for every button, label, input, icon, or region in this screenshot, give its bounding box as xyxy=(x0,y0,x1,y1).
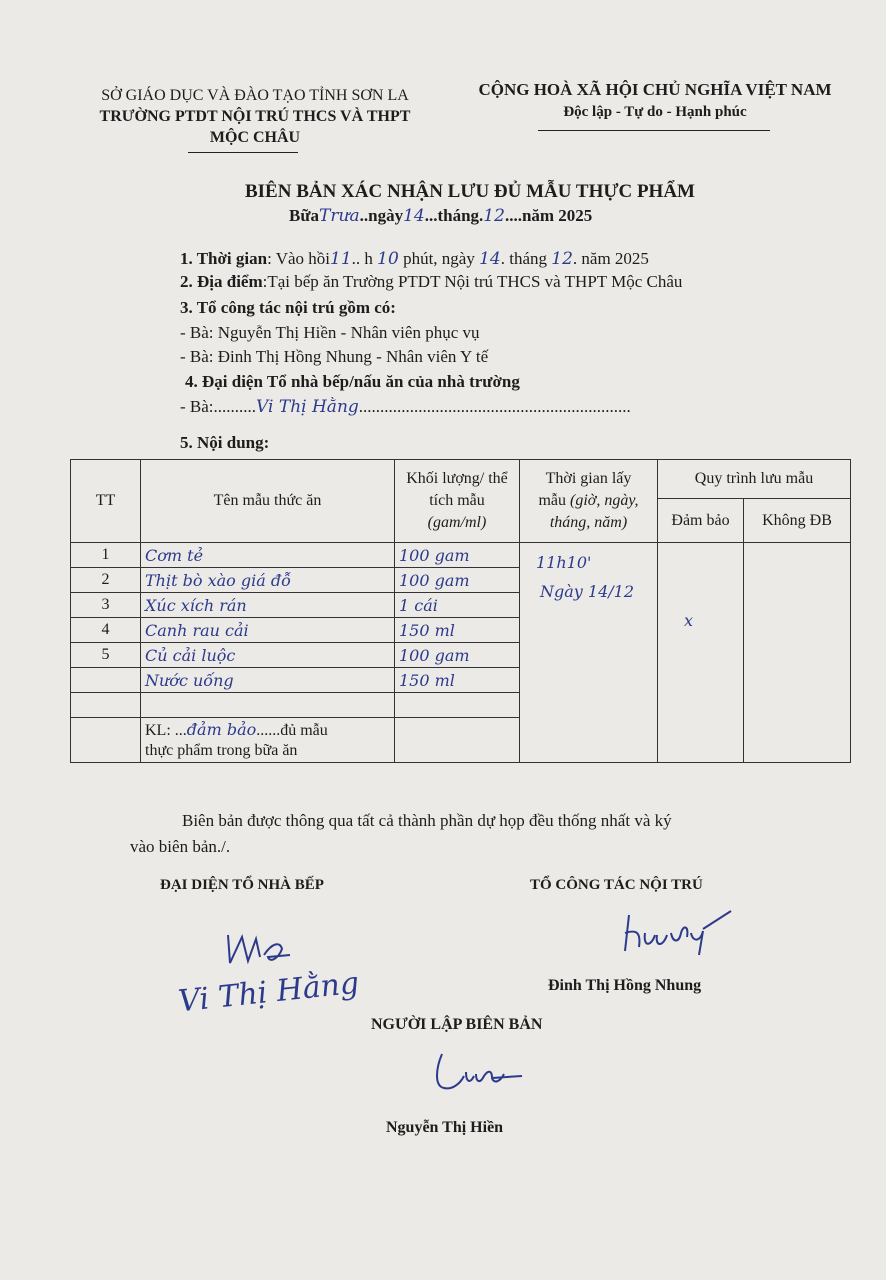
row-weight: 150 ml xyxy=(395,668,520,693)
document-title: BIÊN BẢN XÁC NHẬN LƯU ĐỦ MẪU THỰC PHẨM xyxy=(244,181,695,202)
time-header-line: mẫu xyxy=(538,492,566,509)
closing-line-1: Biên bản được thông qua tất cả thành phần dự họp đều thống nhất và ký xyxy=(182,811,672,830)
maker-signature xyxy=(430,1048,530,1098)
weight-header-unit: (gam/ml) xyxy=(427,514,487,531)
kitchen-rep xyxy=(180,397,631,417)
row-food-name: Canh rau cải xyxy=(141,618,395,643)
row-tt: 2 xyxy=(71,568,141,593)
kitchen-prefix: - Bà:.......... xyxy=(180,397,257,416)
ensured-cell xyxy=(658,543,744,763)
day-label: ..ngày xyxy=(359,206,404,225)
content-label: 5. Nội dung: xyxy=(180,433,270,452)
header-left-underline xyxy=(188,152,298,153)
row-tt: 4 xyxy=(71,618,141,643)
header-right-underline xyxy=(538,130,770,131)
conclusion-tt xyxy=(71,718,141,763)
document-subtitle xyxy=(289,206,592,226)
place-label: 2. Địa điểm xyxy=(180,272,263,291)
hour-value: 11 xyxy=(330,249,352,269)
row-food-name: Cơm tẻ xyxy=(141,543,395,568)
row-food-name: Thịt bò xào giá đỗ xyxy=(141,568,395,593)
kitchen-rep-name: Vi Thị Hằng xyxy=(256,397,359,417)
conclusion-suffix: ......đủ mẫu xyxy=(256,721,328,739)
time-text: phút, ngày xyxy=(403,249,475,268)
row-food-name xyxy=(141,693,395,718)
time-text: .. h xyxy=(351,249,373,268)
row-food-name: Củ cải luộc xyxy=(141,643,395,668)
time-text: . tháng xyxy=(500,249,548,268)
conclusion-weight xyxy=(395,718,520,763)
row-tt xyxy=(71,668,141,693)
time-header-line: Thời gian lấy xyxy=(545,470,632,487)
col-ensured-header: Đảm bảo xyxy=(658,499,744,543)
row-tt: 3 xyxy=(71,593,141,618)
day-value: 14 xyxy=(403,206,425,226)
time-day-value: 14 xyxy=(479,249,501,269)
kitchen-initials-signature xyxy=(220,925,300,970)
kitchen-label: 4. Đại diện Tổ nhà bếp/nấu ăn của nhà trường xyxy=(185,372,520,391)
closing-line-2: vào biên bản./. xyxy=(130,837,231,856)
boarding-signer-name: Đinh Thị Hồng Nhung xyxy=(548,977,702,994)
time-month-value: 12 xyxy=(551,249,573,269)
maker-signer-name: Nguyễn Thị Hiền xyxy=(386,1119,504,1136)
table-row xyxy=(71,543,851,568)
time-text: . năm 2025 xyxy=(572,249,649,268)
row-weight: 100 gam xyxy=(395,643,520,668)
weight-header-line: tích mẫu xyxy=(429,492,485,509)
national-header xyxy=(470,78,840,124)
kitchen-dots: ................................................................ xyxy=(358,397,631,416)
time-text: : Vào hồi xyxy=(267,249,331,268)
col-not-ensured-header: Không ĐB xyxy=(744,499,851,543)
school-line2: MỘC CHÂU xyxy=(209,129,301,146)
conclusion-line2: thực phẩm trong bữa ăn xyxy=(145,741,298,759)
maker-signer-title: NGƯỜI LẬP BIÊN BẢN xyxy=(371,1016,543,1033)
time-label: 1. Thời gian xyxy=(180,249,268,268)
team-member-2: - Bà: Đinh Thị Hồng Nhung - Nhân viên Y tế xyxy=(180,347,489,366)
subtitle-prefix: Bữa xyxy=(289,206,320,225)
team-member-1: - Bà: Nguyễn Thị Hiền - Nhân viên phục vụ xyxy=(180,323,480,342)
month-label: ...tháng. xyxy=(424,206,484,225)
not-ensured-cell xyxy=(744,543,851,763)
row-food-name: Nước uống xyxy=(141,668,395,693)
conclusion-prefix: KL: ... xyxy=(145,721,187,739)
time-header-unit: tháng, năm) xyxy=(549,514,628,531)
section-time xyxy=(180,249,649,269)
row-weight xyxy=(395,693,520,718)
row-weight: 1 cái xyxy=(395,593,520,618)
place-text: :Tại bếp ăn Trường PTDT Nội trú THCS và THPT Mộc Châu xyxy=(262,272,683,291)
row-weight: 100 gam xyxy=(395,543,520,568)
col-time-header xyxy=(520,460,658,543)
minute-value: 10 xyxy=(377,249,399,269)
section-place xyxy=(180,272,682,292)
col-process-header: Quy trình lưu mẫu xyxy=(658,460,851,499)
kitchen-signer-title: ĐẠI DIỆN TỔ NHÀ BẾP xyxy=(160,877,324,893)
team-label: 3. Tổ công tác nội trú gồm có: xyxy=(180,298,396,317)
boarding-signer-title: TỔ CÔNG TÁC NỘI TRÚ xyxy=(530,877,703,893)
row-tt: 1 xyxy=(71,543,141,568)
month-value: 12 xyxy=(483,206,505,226)
row-food-name: Xúc xích rán xyxy=(141,593,395,618)
agency-header xyxy=(60,85,450,148)
sample-date: Ngày 14/12 xyxy=(540,582,635,601)
year-label: ....năm 2025 xyxy=(504,206,593,225)
school-line1: TRƯỜNG PTDT NỘI TRÚ THCS VÀ THPT xyxy=(99,108,411,125)
ensured-mark: x xyxy=(684,611,694,630)
agency-line1: SỞ GIÁO DỤC VÀ ĐÀO TẠO TỈNH SƠN LA xyxy=(101,87,409,104)
kitchen-signature-name: Vi Thị Hằng xyxy=(176,965,361,1020)
country-name: CỘNG HOÀ XÃ HỘI CHỦ NGHĨA VIỆT NAM xyxy=(478,80,832,99)
weight-header-line: Khối lượng/ thể xyxy=(406,470,508,487)
row-weight: 150 ml xyxy=(395,618,520,643)
row-tt: 5 xyxy=(71,643,141,668)
conclusion-value: đảm bảo xyxy=(186,719,257,739)
boarding-signature xyxy=(615,903,735,963)
sample-time: 11h10' xyxy=(536,553,592,572)
sample-time-cell xyxy=(520,543,658,763)
conclusion-cell xyxy=(141,718,395,763)
col-tt-header: TT xyxy=(71,460,141,543)
time-header-unit: (giờ, ngày, xyxy=(570,492,639,509)
col-name-header: Tên mẫu thức ăn xyxy=(141,460,395,543)
row-tt xyxy=(71,693,141,718)
col-weight-header xyxy=(395,460,520,543)
row-weight: 100 gam xyxy=(395,568,520,593)
meal-value: Trưa xyxy=(319,206,360,226)
motto: Độc lập - Tự do - Hạnh phúc xyxy=(563,104,747,120)
samples-table xyxy=(70,459,851,763)
